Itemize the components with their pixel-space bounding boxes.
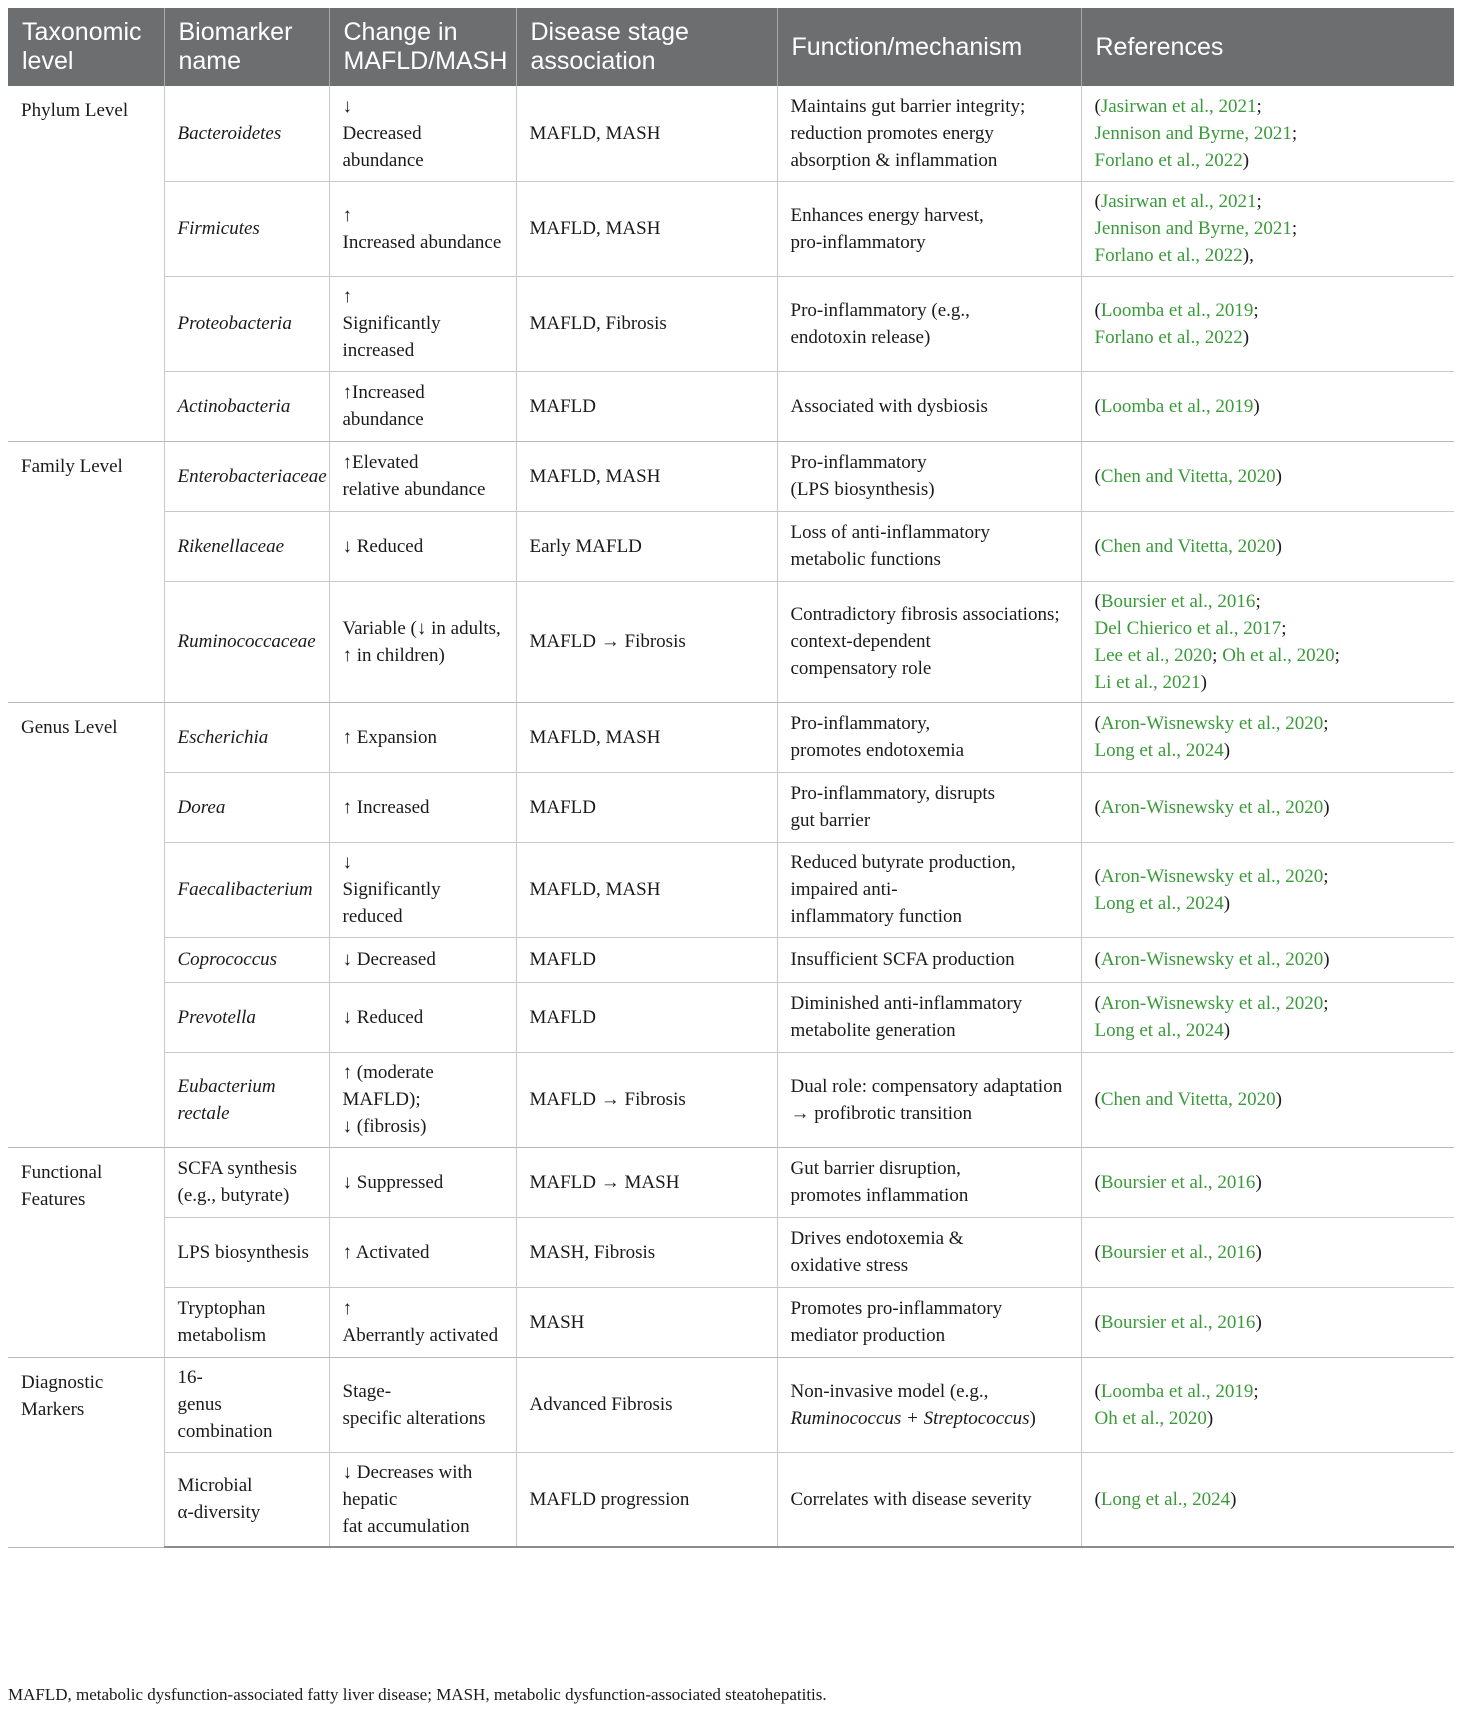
disease-stage-cell: MAFLD, MASH (516, 441, 777, 511)
table-row (8, 86, 1454, 181)
reference-link[interactable]: Forlano et al., 2022 (1094, 245, 1243, 266)
disease-stage-cell: MAFLD (516, 937, 777, 982)
reference-link[interactable]: Jennison and Byrne, 2021 (1094, 122, 1292, 144)
disease-stage-cell: MASH (516, 1287, 777, 1357)
function-cell: Reduced butyrate production, impaired anti- inflammatory function (777, 842, 1081, 937)
change-cell: ↑ Expansion (329, 702, 516, 772)
change-cell: ↑Increased abundance (329, 371, 516, 441)
table-row (8, 371, 1454, 441)
disease-stage-cell: MAFLD (516, 371, 777, 441)
biomarker-name-cell: 16- genus combination (164, 1357, 329, 1452)
function-cell: Diminished anti-inflammatory metabolite generation (777, 982, 1081, 1052)
change-cell: ↑ Aberrantly activated (329, 1287, 516, 1357)
reference-link[interactable]: Jasirwan et al., 2021 (1100, 191, 1257, 212)
function-cell: Contradictory fibrosis associations; context-dependent compensatory role (777, 581, 1081, 702)
header-disease-stage: Disease stage association (516, 8, 777, 86)
function-cell: Maintains gut barrier integrity; reduction promotes energy absorption & inflammation (777, 86, 1081, 181)
change-cell: ↑ Increased (329, 772, 516, 842)
header-change: Change in MAFLD/MASH (329, 8, 516, 86)
function-italic-text: Ruminococcus + Streptococcus (790, 1407, 1030, 1429)
reference-link[interactable]: Boursier et al., 2016 (1100, 1311, 1256, 1333)
biomarker-name-cell: Microbial α-diversity (164, 1452, 329, 1547)
reference-link[interactable]: Forlano et al., 2022 (1094, 149, 1243, 171)
biomarker-name-cell: Eubacterium rectale (164, 1052, 329, 1147)
table-row (8, 842, 1454, 937)
biomarker-name-cell: Escherichia (164, 702, 329, 772)
references-cell: (Jasirwan et al., 2021; Jennison and Byrne, 2021; Forlano et al., 2022), (1081, 181, 1454, 276)
taxonomic-level-cell: Phylum Level (8, 86, 164, 441)
reference-link[interactable]: Forlano et al., 2022 (1094, 326, 1243, 348)
table-row (8, 1452, 1454, 1547)
biomarker-name-cell: Enterobacteriaceae (164, 441, 329, 511)
reference-link[interactable]: Aron-Wisnewsky et al., 2020 (1100, 949, 1324, 970)
header-biomarker-name: Biomarker name (164, 8, 329, 86)
function-cell: Dual role: compensatory adaptation → profibrotic transition (777, 1052, 1081, 1147)
change-cell: ↑ Significantly increased (329, 276, 516, 371)
change-cell: ↓ Decreased abundance (329, 86, 516, 181)
references-cell: (Loomba et al., 2019) (1081, 371, 1454, 441)
function-cell: Loss of anti-inflammatory metabolic functions (777, 511, 1081, 581)
function-cell: Correlates with disease severity (777, 1452, 1081, 1547)
change-cell: Stage- specific alterations (329, 1357, 516, 1452)
disease-stage-cell: MAFLD → Fibrosis (516, 1052, 777, 1147)
header-taxonomic-level: Taxonomic level (8, 8, 164, 86)
disease-stage-cell: MAFLD, MASH (516, 86, 777, 181)
references-cell: (Aron-Wisnewsky et al., 2020; Long et al., 2024) (1081, 842, 1454, 937)
disease-stage-cell: MAFLD, MASH (516, 702, 777, 772)
disease-stage-cell: MAFLD → MASH (516, 1147, 777, 1217)
table-row (8, 1052, 1454, 1147)
disease-stage-cell: MAFLD progression (516, 1452, 777, 1547)
biomarker-name-cell: Actinobacteria (164, 371, 329, 441)
function-cell: Non-invasive model (e.g., Ruminococcus + Streptococcus) (777, 1357, 1081, 1452)
header-row (8, 8, 1454, 86)
reference-link[interactable]: Chen and Vitetta, 2020 (1100, 1089, 1276, 1110)
references-cell: (Chen and Vitetta, 2020) (1081, 441, 1454, 511)
biomarker-table (8, 8, 1454, 1548)
change-cell: ↑ (moderate MAFLD); ↓ (fibrosis) (329, 1052, 516, 1147)
reference-link[interactable]: Aron-Wisnewsky et al., 2020 (1100, 993, 1324, 1014)
table-row (8, 181, 1454, 276)
change-cell: ↓ Significantly reduced (329, 842, 516, 937)
biomarker-name-cell: Bacteroidetes (164, 86, 329, 181)
function-text: Non-invasive model (e.g., (790, 1380, 989, 1402)
function-cell: Pro-inflammatory, disrupts gut barrier (777, 772, 1081, 842)
reference-link[interactable]: Loomba et al., 2019 (1100, 299, 1254, 321)
function-cell: Associated with dysbiosis (777, 371, 1081, 441)
disease-stage-cell: MAFLD (516, 982, 777, 1052)
change-cell: ↑ Increased abundance (329, 181, 516, 276)
function-cell: Gut barrier disruption, promotes inflammation (777, 1147, 1081, 1217)
reference-link[interactable]: Oh et al., 2020 (1222, 644, 1335, 666)
references-cell: (Long et al., 2024) (1081, 1452, 1454, 1547)
references-cell: (Aron-Wisnewsky et al., 2020; Long et al., 2024) (1081, 982, 1454, 1052)
change-cell: ↑ Activated (329, 1217, 516, 1287)
biomarker-name-cell: Rikenellaceae (164, 511, 329, 581)
change-cell: ↓ Decreased (329, 937, 516, 982)
header-function: Function/mechanism (777, 8, 1081, 86)
table-row (8, 702, 1454, 772)
references-cell: (Aron-Wisnewsky et al., 2020; Long et al., 2024) (1081, 702, 1454, 772)
function-cell: Drives endotoxemia & oxidative stress (777, 1217, 1081, 1287)
reference-link[interactable]: Boursier et al., 2016 (1100, 1241, 1256, 1263)
disease-stage-cell: Advanced Fibrosis (516, 1357, 777, 1452)
change-cell: Variable (↓ in adults, ↑ in children) (329, 581, 516, 702)
biomarker-name-cell: LPS biosynthesis (164, 1217, 329, 1287)
function-cell: Enhances energy harvest, pro-inflammatory (777, 181, 1081, 276)
table-row (8, 581, 1454, 702)
reference-link[interactable]: Del Chierico et al., 2017 (1094, 617, 1282, 639)
reference-link[interactable]: Chen and Vitetta, 2020 (1100, 535, 1276, 557)
references-cell: (Loomba et al., 2019; Forlano et al., 2022) (1081, 276, 1454, 371)
change-cell: ↑Elevated relative abundance (329, 441, 516, 511)
biomarker-name-cell: Tryptophan metabolism (164, 1287, 329, 1357)
table-row (8, 441, 1454, 511)
table-row (8, 1357, 1454, 1452)
reference-link[interactable]: Chen and Vitetta, 2020 (1100, 465, 1276, 487)
table-row (8, 511, 1454, 581)
function-cell: Promotes pro-inflammatory mediator production (777, 1287, 1081, 1357)
reference-link[interactable]: Loomba et al., 2019 (1100, 395, 1254, 417)
table-row (8, 276, 1454, 371)
biomarker-name-cell: Prevotella (164, 982, 329, 1052)
reference-link[interactable]: Loomba et al., 2019 (1100, 1380, 1254, 1402)
change-cell: ↓ Reduced (329, 511, 516, 581)
disease-stage-cell: MAFLD, Fibrosis (516, 276, 777, 371)
change-cell: ↓ Reduced (329, 982, 516, 1052)
biomarker-name-cell: Faecalibacterium (164, 842, 329, 937)
taxonomic-level-cell: Functional Features (8, 1147, 164, 1357)
reference-link[interactable]: Aron-Wisnewsky et al., 2020 (1100, 865, 1324, 887)
header-references: References (1081, 8, 1454, 86)
biomarker-name-cell: Ruminococcaceae (164, 581, 329, 702)
reference-link[interactable]: Boursier et al., 2016 (1100, 1171, 1256, 1193)
table-row (8, 1287, 1454, 1357)
table-row (8, 1217, 1454, 1287)
function-cell: Pro-inflammatory (LPS biosynthesis) (777, 441, 1081, 511)
reference-link[interactable]: Lee et al., 2020 (1094, 644, 1213, 666)
biomarker-name-cell: Dorea (164, 772, 329, 842)
biomarker-name-cell: Proteobacteria (164, 276, 329, 371)
disease-stage-cell: MASH, Fibrosis (516, 1217, 777, 1287)
change-cell: ↓ Decreases with hepatic fat accumulation (329, 1452, 516, 1547)
biomarker-name-cell: Coprococcus (164, 937, 329, 982)
references-cell: (Jasirwan et al., 2021; Jennison and Byrne, 2021; Forlano et al., 2022) (1081, 86, 1454, 181)
reference-link[interactable]: Oh et al., 2020 (1094, 1407, 1207, 1429)
references-cell: (Aron-Wisnewsky et al., 2020) (1081, 772, 1454, 842)
table-row (8, 982, 1454, 1052)
disease-stage-cell: MAFLD, MASH (516, 842, 777, 937)
function-cell: Insufficient SCFA production (777, 937, 1081, 982)
taxonomic-level-cell: Family Level (8, 441, 164, 702)
references-cell: (Loomba et al., 2019; Oh et al., 2020) (1081, 1357, 1454, 1452)
references-cell: (Aron-Wisnewsky et al., 2020) (1081, 937, 1454, 982)
reference-link[interactable]: Long et al., 2024 (1094, 1020, 1224, 1041)
table-footnote: MAFLD, metabolic dysfunction-associated fatty liver disease; MASH, metabolic dysfunction-associated steatohepatitis. (8, 1685, 827, 1704)
references-cell: (Boursier et al., 2016; Del Chierico et al., 2017; Lee et al., 2020; Oh et al., 2020; Li et al., 2021) (1081, 581, 1454, 702)
disease-stage-cell: MAFLD → Fibrosis (516, 581, 777, 702)
taxonomic-level-cell: Genus Level (8, 702, 164, 1147)
reference-link[interactable]: Long et al., 2024 (1094, 892, 1224, 914)
reference-link[interactable]: Boursier et al., 2016 (1100, 590, 1256, 612)
change-cell: ↓ Suppressed (329, 1147, 516, 1217)
references-cell: (Boursier et al., 2016) (1081, 1147, 1454, 1217)
disease-stage-cell: MAFLD (516, 772, 777, 842)
references-cell: (Chen and Vitetta, 2020) (1081, 1052, 1454, 1147)
biomarker-name-cell: Firmicutes (164, 181, 329, 276)
reference-link[interactable]: Long et al., 2024 (1100, 1488, 1231, 1510)
references-cell: (Chen and Vitetta, 2020) (1081, 511, 1454, 581)
table-row (8, 937, 1454, 982)
reference-link[interactable]: Long et al., 2024 (1094, 740, 1224, 761)
biomarker-name-cell: SCFA synthesis (e.g., butyrate) (164, 1147, 329, 1217)
reference-link[interactable]: Jennison and Byrne, 2021 (1094, 218, 1292, 239)
disease-stage-cell: MAFLD, MASH (516, 181, 777, 276)
disease-stage-cell: Early MAFLD (516, 511, 777, 581)
function-cell: Pro-inflammatory (e.g., endotoxin release) (777, 276, 1081, 371)
reference-link[interactable]: Li et al., 2021 (1094, 671, 1201, 693)
reference-link[interactable]: Aron-Wisnewsky et al., 2020 (1100, 713, 1324, 734)
references-cell: (Boursier et al., 2016) (1081, 1287, 1454, 1357)
taxonomic-level-cell: Diagnostic Markers (8, 1357, 164, 1547)
reference-link[interactable]: Aron-Wisnewsky et al., 2020 (1100, 796, 1324, 818)
table-row (8, 1147, 1454, 1217)
reference-link[interactable]: Jasirwan et al., 2021 (1100, 95, 1257, 117)
table-row (8, 772, 1454, 842)
references-cell: (Boursier et al., 2016) (1081, 1217, 1454, 1287)
function-cell: Pro-inflammatory, promotes endotoxemia (777, 702, 1081, 772)
